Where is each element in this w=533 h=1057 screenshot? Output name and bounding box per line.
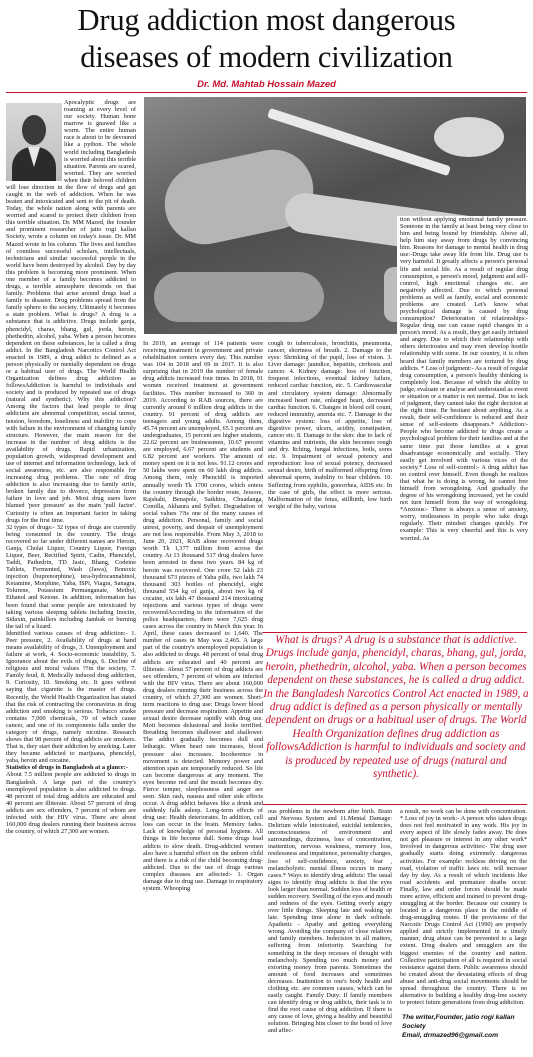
column-3-bottom [268,808,392,1057]
column-1 [6,99,136,1057]
column-3-top [268,340,392,630]
headline-line-1: Drug addiction most dangerous [77,3,456,37]
header-divider [6,92,527,93]
col3-bottom-text: ous problems in the newborn after birth. Brain and Nervous System and 11.Mental Damage: Delirium while intoxicated, suicidal tendencies, unconsciousness of environment and surroundings, dizziness, loss of concentration, inattention, nervous weakness, memory loss, restlessness and impatience, personality changes, loss of self-confidence, anxiety, fear , melancholyetc. mental illness occurs in many cases.* Ways to identify drug addicts: The usual signs to identify drug addicts is that the eyes look larger than normal. Sudden loss of health or sudden recovery. Swelling of the eyes and mouth and redness of the eyes. Getting overly angry over little things. Sleeping late and waking up late. Spending time alone in dark solitude. Apathetic - Apathy and getting everything wrong. Avoiding the company of close relatives and family members. Indecision in all matters, suffering from inferiority. Searching for something in the deep recesses of thought with melancholy. Spending too much money and extorting money from parents. Sometimes the amount of food increases and sometimes decreases. Inattention to one's body health and clothing etc. are common causes, which can be easily caught. Family Duty: If family members can identify drug or drug addicts, their task is to find the root cause of drug addiction. If there is any cause of love, giving a healthy and beautiful solution. Bringing him closer to the bond of love and affec- [268,808,392,1035]
col1-stats-text: About 7.5 million people are addicted to drugs in Bangladesh. A large part of the country's unemployed population is also addicted to drugs. 48 percent of total drug addicts are educated and 40 percent are illiterate. About 57 percent of drug addicts are sex offenders, 7 percent of whom are infected with the HIV virus. There are about 160,000 drug dealers running their business across the country, of which 27,300 are women. [6,771,136,836]
author-note-line-1: The writer,Founder, jatio rogi kallan Society [402,1014,515,1030]
author-email: Email, drmazed96@gmail.com [402,1032,499,1039]
col4-text: tion without applying emotional family pressure. Someone in the family at least being very close to him and being bound by friendship. Above all, help him stay away from drugs by convincing him. Reasons for damage to mental health in drug use:-Drugs take away life from life. Drug use is very harmful. It greatly affects a person's personal life and social life. As a result of regular drug consumption, a person's mood, judgment and self-control, high emotional changes etc. are negatively affected. Due to which personal problems as well as family, social and economic problems are created. Let's know what psychological damage is caused by drug consumption? Deterioration of relationships:- Regular drug use can cause rapid changes in a person's mood. As a result, they get easily irritated and angry. Due to which their relationship with others deteriorates and may even develop hostile relationship with some. In our country, it is often heard that family members are tortured by drug addicts. * Loss of judgment:- As a result of regular drug consumption, a person's healthy thinking is completely lost. Because of which the ability to judge, evaluate or analyse and understand as event or situation or a matter is not normal. Due to lack of judgment, they cannot take the right decision at the right time. Be hesitant about anything. As a result, their self-confidence is reduced and their sense of self-esteem disappears.* Addiction:- People who become addicted to drugs create a psychological problem for their families and at the same time put those families at a great disadvantage economically and socially. They easily get involved with various vices of the society.* Loss of self-control:- A drug addict has no control over himself. Even though he realizes that what he is doing is wrong, he cannot free himself from wrongdoing. And gradually the degree of his wrongdoing increased, yet he could not turn himself from the way of wrongdoing. *Anxious:- There is always a sense of anxiety, worry, restlessness in people who take drugs regularly. Their mindset changes quickly. For example: This is very cheerful and this is very worried. As [400,216,528,542]
col1-stats-heading: Statistics of drugs in Bangladesh at a glance:- [6,764,128,772]
col1-drug-types-text: 32 types of drugs:- 32 types of drugs are currently being consumed in the country. The drugs recovered so far under different names are Heroin, Ganja, Cholai Liquor, Country Liquor, Foreign Liquor, Beer, Rectified Spirit, Cadin, Phencidyl, Taddi, Pathedrin, TD Jasic, Bhang, Codeine Tablets, Fermented, Wash (Jawa), Bonoxic injection (buprenorphine), tera-hydrocannabinol, Ketamine, Morphine, Yaba, ISPi, Viagra, Sanagra, Tolurene, Potassium Permanganate, Methyl, Ethanol and Ketone. In addition, information has been found that some people are intoxicated by taking various sleeping tablets including Inoctin, Sidaxin, painkillers including Jambak or burning the tail of a lizard. [6,523,136,630]
byline: Dr. Md. Mahtab Hossain Mazed [197,79,336,90]
column-2 [143,340,263,1057]
author-note [402,1013,528,1040]
column-4-top [397,216,528,630]
col1-intro-text: Apocalyptic drugs are roaming at every level of our society. Human bone marrow is gnawed like a worm. The entire human race is about to be devoured like a python. The whole world including Bangladesh is worried about this terrible situation. Parents are scared, worried. They are worried when their beloved children will lose direction in the flow of drugs and get caught in the web of addiction. When he was beaten and intoxicated and sent to the pit of death. Today, the whole nation along with parents are worried and scared to protect their children from this terrible situation. Dr. MM Mazed, the founder and prominent researcher of jatio rogi kallan Society, wrote a column on today's issue. Dr. MM Mazed wrote in his column. The lives and families of countless successful scholars, intellectuals, technicians and similar successful people in the world have been destroyed by alcohol. Day by day this problem is becoming more prominent. When one member of a family becomes addicted to drugs, a terrible atmosphere descends on that family. Problems that arise around drugs lead a family to disaster. Drug problems spread from the family sphere to the society. Ultimately it becomes a state problem. What is drugs? A drug is a substance that is addictive. Drugs include ganja, phencidyl, charas, bhang, gul, jorda, heroin, phethedrin, alcohol, yaba. When a person becomes dependent on these substances, he is called a drug addict. In the Bangladesh Narcotics Control Act enacted in 1989, a drug addict is defined as a person physically or mentally dependent on drugs or a habitual user of drugs. The World Health Organization defines drug addiction as followsAddiction is harmful to individuals and society and is produced by repeated use of drugs (natural and synthetic). Why this addiction? Among the factors that lead people to drug addiction are abnormal competition, social unrest, tension, boredom, loneliness and inability to cope with failure in the environment of changing family structure. However, the main reason for the increase in the number of drug addicts is the availability of drugs. Rapid urbanization, population growth, widespread development and use of internet and information technology, lack of social awareness, etc. are also responsible for increasing drug problems. The rate of drug addiction is also increasing due to family strife, broken family due to divorce, depression from failure in love and job. Most drug users have blamed 'peer pressure' as the main 'pull factor'. Curiosity is often an important factor in taking drugs for the first time. [6,99,136,524]
col2-text: In 2019, an average of 114 patients were receiving treatment in government and private rehabilitation centers every day. This number was 104 in 2018 and 69 in 2017. It is also surprising that in 2019 the number of female drug addicts increased four times. In 2018, 91 women received treatment at government facilities. This number increased to 360 in 2019. According to RAB sources, there are currently around 6 million drug addicts in the country. 91 percent of drug addicts are teenagers and young adults. Among them, 45.74 percent are unemployed, 65.1 percent are undergraduates, 15 percent are higher students, 22.62 percent are businessmen, 10.67 percent are employed, 6.67 percent are students and 6.82 percent are workers. The amount of money spent on it is not less. 91.12 crores and 50 lakhs were spent on 60 lakh drug addicts. Among them, only Phencidil is imported annually worth Tk 1700 crores, which enters the country through the border route, Jessore, Rajshahi, Benapole, Satkhira, Chuadanga, Comilla, Akhaura and Sylhet. Degradation of social values ??is one of the many causes of drug addiction. Personal, family and social unrest, poverty, and despair of unemployment are not less responsible. From May 3, 2018 to June 20, 2021, RAB alone recovered drugs worth Tk 1,377 million from across the country. At 13 thousand 517 drug dealers have been arrested in these two years. 84 kg of heroin was recovered. One crore 52 lakh 23 thousand 673 pieces of Yaba pills, two lakh 74 thousand 303 bottles of phencidyl, eight thousand 554 kg of ganja, about two kg of cocaine, six lakh 47 thousand 214 intoxicating injections and various types of drugs were recoveredAccording to the information of the police headquarters, there were 7,625 drug cases across the country in March this year. In April, these cases decreased to 1,640. The number of cases in May was 2,465. A large part of the country's unemployed population is also addicted to drugs. 48 percent of total drug addicts are educated and 40 percent are illiterate. About 57 percent of drug addicts are sex offenders, 7 percent of whom are infected with the HIV virus. There are about 160,000 drug dealers running their business across the country, of which 27,300 are women. Short-term reactions to drug use: Drugs lower blood pressure and decrease respiration. Appetite and sexual desire decrease rapidly with drug use. Moti becomes delusional and looks terrified. Breathing becomes shallower and shallower. The addict gradually becomes dull and lethargic. When heart rate increases, blood pressure also increases. Incoherence in movement is detected. Memory power and attention span are temporarily reduced. So life can become dangerous at any moment. The eyes become red and the mouth becomes dry. Fierce temper, sleeplessness and anger are seen. Skin rash, nausea and other side effects occur. A drug addict behaves like a drunk and suddenly falls asleep. Long-term effects of drug use: Health deteriorates. In addition, cell loss can occur in the brain. Memory fades. Lack of knowledge of personal hygiene. All things in life become dull. Some drugs lead addicts to slow death. Drug-addicted women also have a harmful effect on the unborn child and there is a risk of the child becoming drug-addicted. Due to the use of drugs various complex diseases are affected:- 1. Organ damage due to drug use. Damage to respiratory system. Whooping [143,340,263,893]
col4-bottom-text: a result, no work can be done with concentration. * Loss of joy in work:- A person who takes drugs does not feel motivated in any work. His joy in every aspect of life slowly fades away. He does not get pleasure or interest in any other work* Involved in dangerous activities:- The drug user gradually starts doing extremely dangerous activities. For example: reckless driving on the road, violation of traffic laws etc. will increase day by day. As a result of which incidents like road accidents and premature deaths occur. Finally, law and order forces should be made more active, efficient and trained to prevent drug-smuggling at the border. Because our country is located in a dangerous place in the middle of drug-smuggling routes. If the provisions of the Narcotic Drugs Control Act (1990) are properly applied and strictly implemented in a timely manner, drug abuse can be prevented to a large extent. Drug dealers and smugglers are the biggest enemies of the country and nation. Collective participation of all is required in social resistance against them. Public awareness should be created about the devastating effects of drug abuse and anti-drug social movements should be spread throughout the country. There is no alternative to building a healthy drug-free society to protect future generations from drug addiction. [400,808,527,1007]
headline [0,2,533,76]
quote-rule-bottom [263,804,527,805]
col3-text: cough to tuberculosis, bronchitis, pneumonia, cancer, shortness of breath. 2. Damage to the eyes: Shrinking of the pupil, loss of vision. 3. Liver damage: jaundice, hepatitis, cirrhosis and cancer. 4. Kidney damage: loss of function, frequent infections, eventual kidney failure, reduced cardiac function, etc. 5. Cardiovascular and circulatory system damage: Abnormally increased heart rate, enlarged heart, decreased cardiac function. 6. Changes in blood cell count, reduced immunity, anemia etc. 7. Damage to the digestive system: loss of appetite, loss of digestive power, ulcers, acidity, constipation, cancer etc. 8. Damage to the skin: due to lack of vitamins and nutrients, the skin becomes rough and dry. Itching, fungal infections, boils, sores etc. 9. Impairment of sexual potency and reproduction: loss of sexual potency, decreased sexual desire, birth of malformed offspring from abnormal sperm, inability to bear children. 10. Suffering from syphilis, gonorrhea, AIDS etc. In the case of girls, the effect is more serious. Malformation of the fetus, stillbirth, low birth weight of the baby, various [268,340,392,510]
col1-causes-text: Identified various causes of drug addiction:- 1. Peer pressure, 2. Availability of drugs at hand means availability of drugs, 3. Unemployment and failure at work, 4. Socio-economic instability, 5. Ignorance about the evils of drugs, 6. Decline of religious and moral values ??in the society, 7. Family feud, 8. Medically induced drug addiction, 9. Curiosity, 10. Smoking etc. It goes without saying that cigarette is the master of drugs. Recently, the World Health Organization has stated that the risk of contracting the coronavirus in drug addiction and smoking is serious. Tobacco smoke contains 7,000 chemicals, 70 of which cause cancer, and one of its components falls under the category of drugs, namely nicotine. Research shows that 98 percent of drug addicts are smokers. That is, they start their addiction by smoking. Later they became addicted to marijuana, phencidyl, yaba, heroin and cocaine. [6,629,136,765]
quote-rule-top [263,632,527,633]
pull-quote: What is drugs? A drug is a substance that is addictive. Drugs include ganja, phencidyl, charas, bhang, gul, jorda, heroin, phethedrin, alcohol, yaba. When a person becomes dependent on these substances, he is called a drug addict. In the Bangladesh Narcotics Control Act enacted in 1989, a drug addict is defined as a person physically or mentally dependent on drugs or a habitual user of drugs. The World Health Organization defines drug addiction as followsAddiction is harmful to individuals and society and is produced by repeated use of drugs (natural and synthetic). [263,634,529,781]
headline-line-2: diseases of modern civilization [80,40,453,74]
column-4-bottom [400,808,527,1010]
